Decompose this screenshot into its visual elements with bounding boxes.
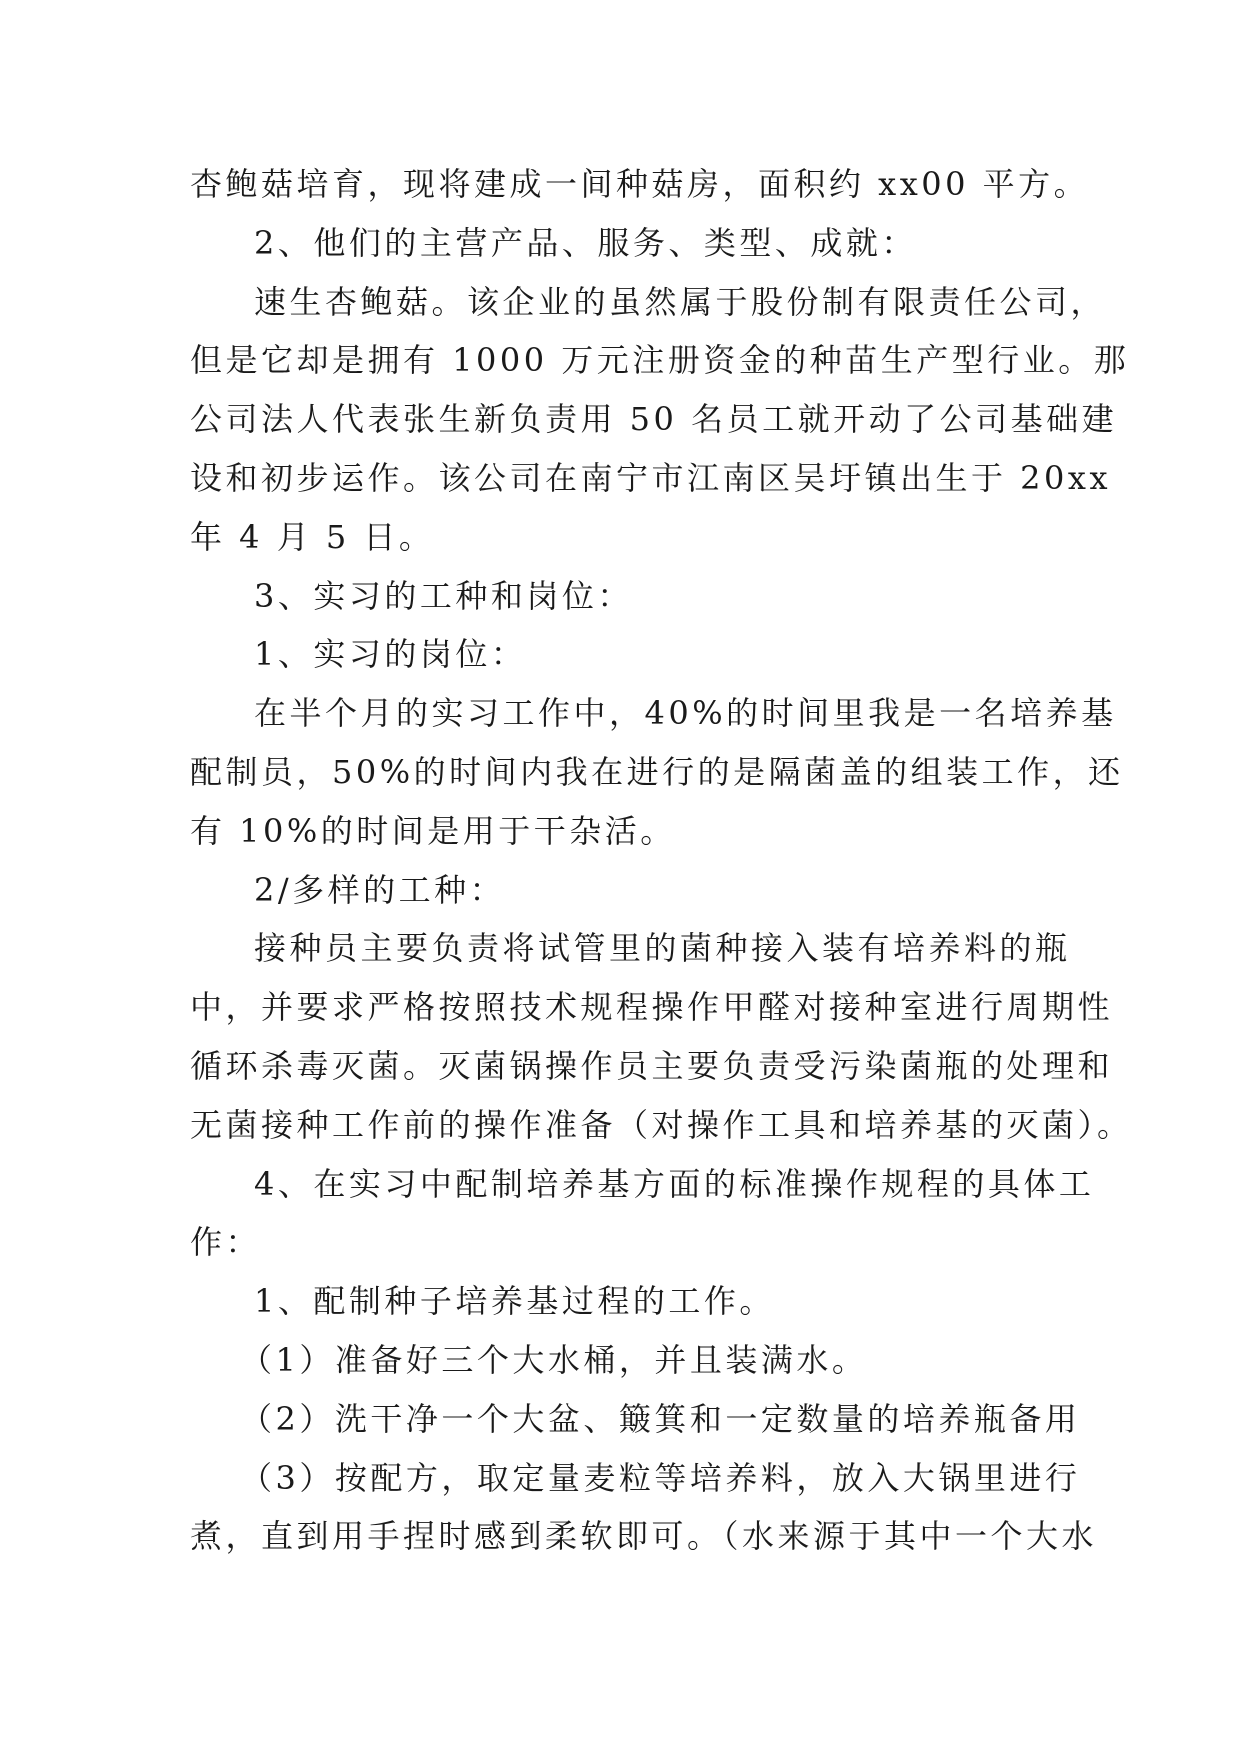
text-line: 中，并要求严格按照技术规程操作甲醛对接种室进行周期性 bbox=[190, 988, 1114, 1027]
text-line: 速生杏鲍菇。该企业的虽然属于股份制有限责任公司， bbox=[254, 282, 1107, 321]
text-line: 但是它却是拥有 1000 万元注册资金的种苗生产型行业。那 bbox=[190, 341, 1130, 380]
text-line: 4、在实习中配制培养基方面的标准操作规程的具体工 bbox=[254, 1164, 1095, 1203]
text-line: 设和初步运作。该公司在南宁市江南区吴圩镇出生于 20xx bbox=[190, 458, 1111, 497]
text-line: 循环杀毒灭菌。灭菌锅操作员主要负责受污染菌瓶的处理和 bbox=[190, 1046, 1114, 1085]
text-line: 在半个月的实习工作中，40%的时间里我是一名培养基 bbox=[254, 694, 1117, 733]
text-line: 3、实习的工种和岗位： bbox=[254, 576, 633, 615]
text-line: 无菌接种工作前的操作准备（对操作工具和培养基的灭菌）。 bbox=[190, 1105, 1133, 1144]
text-line: （1）准备好三个大水桶，并且装满水。 bbox=[240, 1340, 868, 1379]
text-line: 杏鲍菇培育，现将建成一间种菇房，面积约 xx00 平方。 bbox=[190, 165, 1090, 203]
text-line: 年 4 月 5 日。 bbox=[190, 517, 435, 556]
text-line: 接种员主要负责将试管里的菌种接入装有培养料的瓶 bbox=[254, 929, 1071, 968]
text-line: （3）按配方，取定量麦粒等培养料，放入大锅里进行 bbox=[240, 1458, 1081, 1497]
text-line: 有 10%的时间是用于干杂活。 bbox=[190, 811, 676, 850]
text-line: 1、实习的岗位： bbox=[254, 635, 527, 674]
document-body bbox=[190, 155, 1133, 1566]
text-line: 煮，直到用手捏时感到柔软即可。（水来源于其中一个大水 bbox=[190, 1517, 1098, 1556]
text-line: （2）洗干净一个大盆、簸箕和一定数量的培养瓶备用 bbox=[240, 1399, 1081, 1438]
text-line: 2/多样的工种： bbox=[254, 870, 506, 909]
text-line: 1、配制种子培养基过程的工作。 bbox=[254, 1282, 775, 1321]
text-line: 公司法人代表张生新负责用 50 名员工就开动了公司基础建 bbox=[190, 400, 1118, 439]
text-line: 2、他们的主营产品、服务、类型、成就： bbox=[254, 223, 917, 262]
text-line: 配制员，50%的时间内我在进行的是隔菌盖的组装工作，还 bbox=[190, 752, 1124, 791]
text-line: 作： bbox=[190, 1223, 262, 1262]
